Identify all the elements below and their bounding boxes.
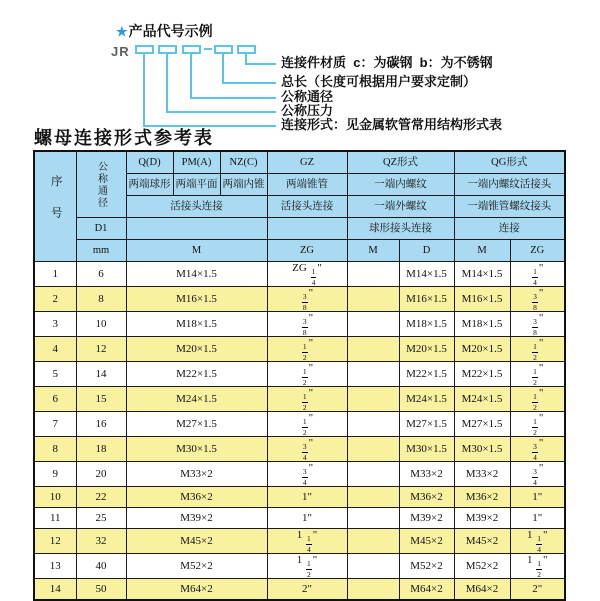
cell-dn: 20 [76,462,126,487]
table-row [34,262,565,287]
header-thread-zg: ZG [267,240,347,262]
cell-zg: 2" [267,579,347,601]
header-gz-desc: 两端锥管 [267,174,347,196]
cell-dn: 14 [76,362,126,387]
cell-qz_m [347,312,399,337]
cell-qg_m: M30×1.5 [454,437,510,462]
cell-m: M39×2 [126,508,267,529]
cell-qg_m: M18×1.5 [454,312,510,337]
header-qg-zg: ZG [510,240,565,262]
header-thread-m: M [126,240,267,262]
header-qz-m: M [347,240,399,262]
cell-qg_zg: 1" [510,508,565,529]
cell-seq: 11 [34,508,76,529]
table-row [34,579,565,601]
connector-line [222,82,276,84]
header-unit: mm [76,240,126,262]
header-qz-desc1: 一端内螺纹 [347,174,454,196]
cell-seq: 14 [34,579,76,601]
table-row [34,487,565,508]
header-qz-d: D [399,240,454,262]
cell-qg_zg: 1" [510,487,565,508]
cell-qg_zg: $\frac{1}{2}$ " [510,362,565,387]
cell-qz_d: M64×2 [399,579,454,601]
header-qz-desc2: 一端外螺纹 [347,196,454,218]
cell-qz_m [347,529,399,554]
cell-qz_m [347,337,399,362]
table-body [34,262,565,601]
connector-line [166,52,168,112]
cell-qz_d: M27×1.5 [399,412,454,437]
connector-line [166,111,276,113]
cell-seq: 8 [34,437,76,462]
cell-dn: 16 [76,412,126,437]
connector-line [190,52,192,98]
diagram-label-material: 连接件材质 c：为碳钢 b：为不锈钢 [281,55,493,70]
cell-zg: $\frac{3}{8}$ " [267,312,347,337]
header-qg-conn: 连接 [454,218,565,240]
header-qg: QG形式 [454,151,565,174]
cell-qg_m: M33×2 [454,462,510,487]
cell-qz_d: M20×1.5 [399,337,454,362]
cell-qz_d: M33×2 [399,462,454,487]
cell-m: M45×2 [126,529,267,554]
cell-seq: 5 [34,362,76,387]
header-qd-desc: 两端球形 [126,174,173,196]
cell-seq: 1 [34,262,76,287]
table-row [34,554,565,579]
cell-qg_zg: $\frac{1}{2}$ " [510,387,565,412]
cell-dn: 25 [76,508,126,529]
cell-dn: 22 [76,487,126,508]
cell-qg_zg: $\frac{3}{8}$ " [510,312,565,337]
cell-qz_m [347,387,399,412]
cell-qg_m: M16×1.5 [454,287,510,312]
table-row [34,462,565,487]
table-row [34,412,565,437]
cell-qz_m [347,262,399,287]
header-nzc: NZ(C) [220,151,267,174]
cell-zg: $\frac{1}{2}$ " [267,337,347,362]
cell-seq: 2 [34,287,76,312]
diagram-label-pressure: 公称压力 [281,103,334,118]
connector-line [245,63,276,65]
cell-qg_m: M36×2 [454,487,510,508]
cell-seq: 12 [34,529,76,554]
cell-seq: 4 [34,337,76,362]
header-empty-cell [267,218,347,240]
header-qz-conn: 球形接头连接 [347,218,454,240]
cell-m: M36×2 [126,487,267,508]
cell-zg: $\frac{3}{4}$ " [267,462,347,487]
cell-dn: 40 [76,554,126,579]
cell-zg: $\frac{3}{8}$ " [267,287,347,312]
cell-qz_m [347,362,399,387]
cell-dn: 8 [76,287,126,312]
cell-qz_d: M14×1.5 [399,262,454,287]
cell-m: M64×2 [126,579,267,601]
cell-zg: $\frac{3}{4}$ " [267,437,347,462]
table-row [34,337,565,362]
table-row [34,312,565,337]
cell-qg_m: M27×1.5 [454,412,510,437]
cell-qg_zg: 1 $\frac{1}{4}$ " [510,529,565,554]
table-row [34,508,565,529]
cell-dn: 15 [76,387,126,412]
cell-qg_zg: 2" [510,579,565,601]
header-gz: GZ [267,151,347,174]
cell-qz_d: M30×1.5 [399,437,454,462]
cell-m: M18×1.5 [126,312,267,337]
cell-qz_d: M39×2 [399,508,454,529]
header-qg-desc2: 一端锥管螺纹接头 [454,196,565,218]
cell-m: M16×1.5 [126,287,267,312]
cell-qg_m: M14×1.5 [454,262,510,287]
cell-qg_m: M20×1.5 [454,337,510,362]
cell-qz_d: M24×1.5 [399,387,454,412]
cell-qg_zg: $\frac{1}{2}$ " [510,412,565,437]
star-icon: ★ [116,24,128,39]
cell-seq: 10 [34,487,76,508]
cell-zg: $\frac{1}{2}$ " [267,362,347,387]
cell-dn: 10 [76,312,126,337]
cell-dn: 6 [76,262,126,287]
table-row [34,362,565,387]
cell-qz_m [347,554,399,579]
cell-qz_d: M36×2 [399,487,454,508]
cell-zg: $\frac{1}{2}$ " [267,412,347,437]
diagram-label-diameter: 公称通径 [281,89,334,104]
diagram-title [116,21,213,41]
table-row [34,287,565,312]
cell-zg: ZG $\frac{1}{4}$ " [267,262,347,287]
cell-qg_m: M24×1.5 [454,387,510,412]
connector-line [143,52,145,126]
cell-qg_m: M45×2 [454,529,510,554]
header-dn: 公称通径 [76,151,126,218]
diagram-title-text: 产品代号示例 [128,23,213,39]
header-pma: PM(A) [173,151,220,174]
cell-seq: 3 [34,312,76,337]
cell-qz_m [347,462,399,487]
cell-seq: 9 [34,462,76,487]
cell-seq: 13 [34,554,76,579]
cell-zg: 1" [267,487,347,508]
header-d1: D1 [76,218,126,240]
cell-qz_d: M22×1.5 [399,362,454,387]
cell-seq: 7 [34,412,76,437]
cell-qg_m: M52×2 [454,554,510,579]
header-qg-desc1: 一端内螺纹活接头 [454,174,565,196]
cell-qz_d: M52×2 [399,554,454,579]
header-qd: Q(D) [126,151,173,174]
header-seq: 序号 [34,151,76,262]
cell-qz_m [347,437,399,462]
cell-qg_m: M22×1.5 [454,362,510,387]
diagram-label-connection: 连接形式：见金属软管常用结构形式表 [281,117,503,132]
cell-qg_zg: $\frac{3}{8}$ " [510,287,565,312]
cell-zg: 1" [267,508,347,529]
nut-connection-table [33,150,566,601]
cell-qg_zg: $\frac{3}{4}$ " [510,462,565,487]
cell-qg_m: M64×2 [454,579,510,601]
table-row [34,387,565,412]
cell-m: M22×1.5 [126,362,267,387]
cell-qg_m: M39×2 [454,508,510,529]
cell-seq: 6 [34,387,76,412]
cell-m: M24×1.5 [126,387,267,412]
cell-qg_zg: $\frac{1}{2}$ " [510,337,565,362]
cell-qz_m [347,487,399,508]
cell-qz_m [347,508,399,529]
header-empty-cell [126,218,267,240]
product-code-prefix: JR [111,44,130,59]
diagram-label-length: 总长（长度可根据用户要求定制） [281,74,477,89]
table-row [34,529,565,554]
cell-qg_zg: $\frac{1}{4}$ " [510,262,565,287]
cell-m: M20×1.5 [126,337,267,362]
table-row [34,437,565,462]
header-union-conn: 活接头连接 [126,196,267,218]
cell-qz_d: M16×1.5 [399,287,454,312]
cell-zg: $\frac{1}{2}$ " [267,387,347,412]
cell-qz_d: M18×1.5 [399,312,454,337]
header-gz-conn: 活接头连接 [267,196,347,218]
cell-m: M52×2 [126,554,267,579]
cell-qz_d: M45×2 [399,529,454,554]
cell-m: M14×1.5 [126,262,267,287]
connector-line [222,52,224,83]
header-qg-m: M [454,240,510,262]
header-pma-desc: 两端平面 [173,174,220,196]
header-qz: QZ形式 [347,151,454,174]
table-title: 螺母连接形式参考表 [34,128,214,148]
cell-m: M33×2 [126,462,267,487]
cell-zg: 1 $\frac{1}{4}$ " [267,529,347,554]
cell-dn: 50 [76,579,126,601]
code-dash [204,48,212,50]
cell-qg_zg: $\frac{3}{4}$ " [510,437,565,462]
cell-dn: 12 [76,337,126,362]
cell-qz_m [347,579,399,601]
cell-zg: 1 $\frac{1}{2}$ " [267,554,347,579]
cell-qg_zg: 1 $\frac{1}{2}$ " [510,554,565,579]
cell-qz_m [347,287,399,312]
header-nzc-desc: 两端内锥 [220,174,267,196]
cell-dn: 18 [76,437,126,462]
cell-qz_m [347,412,399,437]
cell-dn: 32 [76,529,126,554]
cell-m: M27×1.5 [126,412,267,437]
cell-m: M30×1.5 [126,437,267,462]
connector-line [190,97,276,99]
